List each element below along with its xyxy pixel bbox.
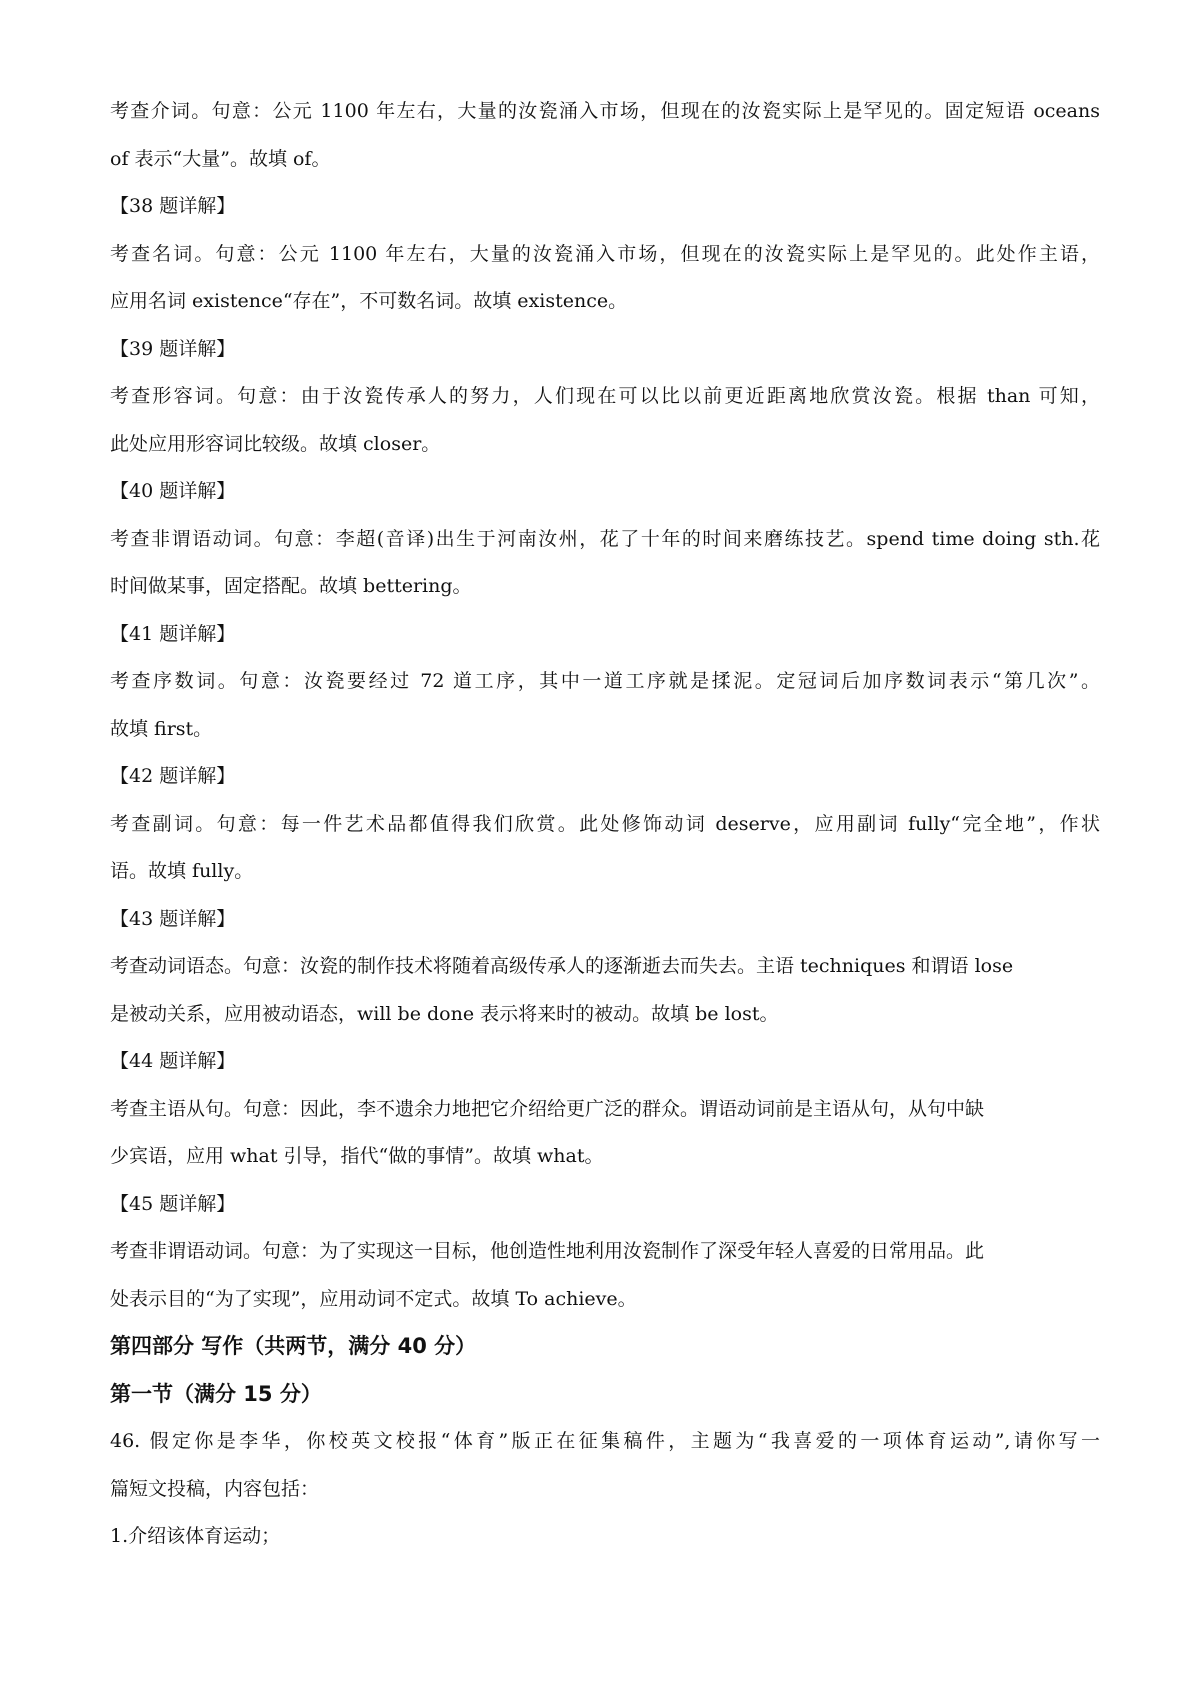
text-line: 考查形容词。句意：由于汝瓷传承人的努力，人们现在可以比以前更近距离地欣赏汝瓷。根据 than 可知， [110,385,1100,407]
text-line: 【41 题详解】 [110,622,236,645]
text-line: 少宾语，应用 what 引导，指代“做的事情”。故填 what。 [110,1145,604,1167]
text-line: 1.介绍该体育运动； [110,1525,281,1547]
text-line: 应用名词 existence“存在”，不可数名词。故填 existence。 [110,290,628,312]
text-line: 考查非谓语动词。句意：李超(音译)出生于河南汝州，花了十年的时间来磨练技艺。spend time doing sth.花 [110,527,1100,550]
text-line: 【40 题详解】 [110,480,236,502]
text-line: 篇短文投稿，内容包括： [110,1477,320,1500]
text-line: 【45 题详解】 [110,1192,236,1215]
text-line: 语。故填 fully。 [110,860,254,882]
text-line: 故填 first。 [110,717,213,740]
text-line: 考查动词语态。句意：汝瓷的制作技术将随着高级传承人的逐渐逝去而失去。主语 techniques 和谓语 lose [110,955,1014,977]
text-line: 46. 假定你是李华，你校英文校报“体育”版正在征集稿件，主题为“我喜爱的一项体育运动”,请你写一 [110,1430,1100,1452]
section-heading: 第四部分 写作（共两节，满分 40 分） [110,1334,477,1358]
text-line: 【38 题详解】 [110,195,236,217]
text-line: 【39 题详解】 [110,337,236,360]
text-line: 是被动关系，应用被动语态，will be done 表示将来时的被动。故填 be lost。 [110,1002,779,1025]
text-line: 此处应用形容词比较级。故填 closer。 [110,432,441,455]
text-line: 考查序数词。句意：汝瓷要经过 72 道工序，其中一道工序就是揉泥。定冠词后加序数词表示“第几次”。 [110,670,1100,692]
text-line: 【42 题详解】 [110,765,236,787]
text-line: 考查名词。句意：公元 1100 年左右，大量的汝瓷涌入市场，但现在的汝瓷实际上是罕见的。此处作主语， [110,242,1100,265]
text-line: 处表示目的“为了实现”，应用动词不定式。故填 To achieve。 [110,1287,637,1310]
text-line: 考查介词。句意：公元 1100 年左右，大量的汝瓷涌入市场，但现在的汝瓷实际上是罕见的。固定短语 oceans [110,100,1100,122]
text-line: 【43 题详解】 [110,907,236,930]
text-line: 考查副词。句意：每一件艺术品都值得我们欣赏。此处修饰动词 deserve，应用副词 fully“完全地”，作状 [110,812,1100,835]
text-line: 考查非谓语动词。句意：为了实现这一目标，他创造性地利用汝瓷制作了深受年轻人喜爱的日常用品。此 [110,1240,985,1262]
text-line: 时间做某事，固定搭配。故填 bettering。 [110,575,472,597]
document-page [110,88,1100,1561]
section-heading: 第一节（满分 15 分） [110,1381,322,1406]
text-line: of 表示“大量”。故填 of。 [110,147,331,170]
text-line: 【44 题详解】 [110,1050,236,1072]
text-line: 考查主语从句。句意：因此，李不遗余力地把它介绍给更广泛的群众。谓语动词前是主语从句，从句中缺 [110,1097,985,1120]
